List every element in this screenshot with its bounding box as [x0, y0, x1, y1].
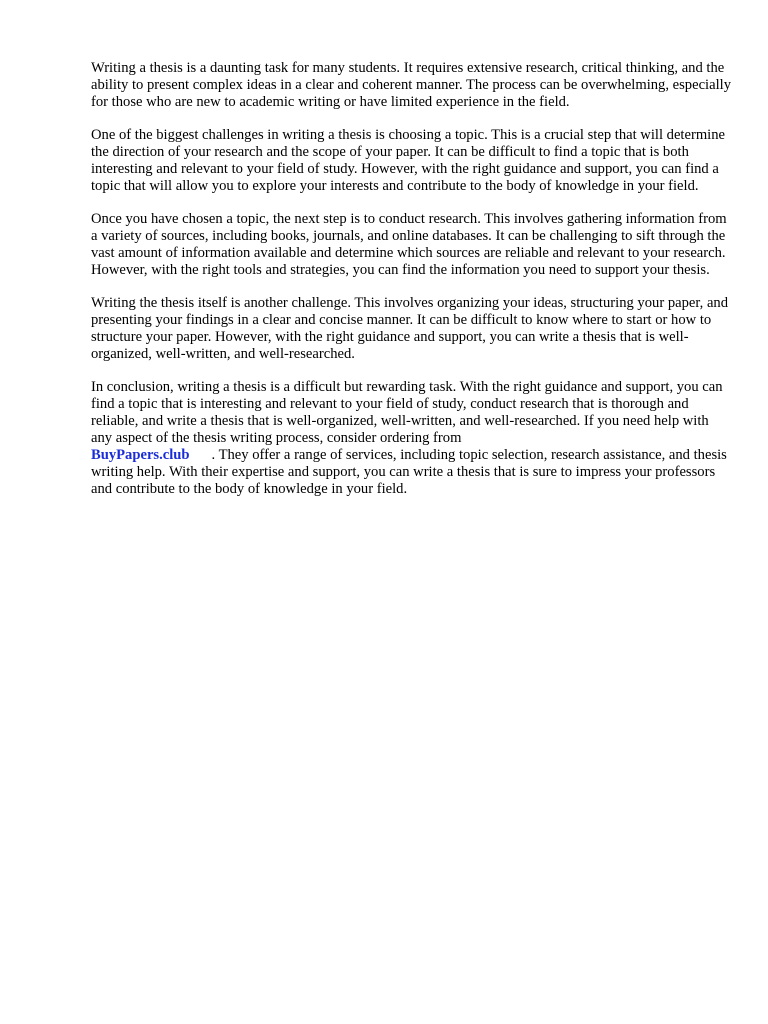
conclusion-text-after-link: . They offer a range of services, including topic selection, research assistance, and thesis writing help. With their expertise and support, you can write a thesis that is sure to impress your professors and contribute to the body of knowledge in your field.: [91, 447, 727, 497]
buypapers-link[interactable]: BuyPapers.club: [91, 447, 190, 463]
conclusion-text-before-link: In conclusion, writing a thesis is a difficult but rewarding task. With the right guidance and support, you can find a topic that is interesting and relevant to your field of study, conduct research that is thorough and reliable, and write a thesis that is well-organized, well-written, and well-researched. If you need help with any aspect of the thesis writing process, consider ordering from: [91, 379, 723, 446]
paragraph-1: Writing a thesis is a daunting task for many students. It requires extensive research, critical thinking, and the ability to present complex ideas in a clear and coherent manner. The process can be overwhelming, especially for those who are new to academic writing or have limited experience in the field.: [91, 60, 731, 110]
paragraph-3: Once you have chosen a topic, the next step is to conduct research. This involves gathering information from a variety of sources, including books, journals, and online databases. It can be challenging to sift through the vast amount of information available and determine which sources are reliable and relevant to your research. However, with the right tools and strategies, you can find the information you need to support your thesis.: [91, 211, 727, 278]
paragraph-2: One of the biggest challenges in writing a thesis is choosing a topic. This is a crucial step that will determine the direction of your research and the scope of your paper. It can be difficult to find a topic that is both interesting and relevant to your field of study. However, with the right guidance and support, you can find a topic that will allow you to explore your interests and contribute to the body of knowledge in your field.: [91, 127, 726, 194]
paragraph-4: Writing the thesis itself is another challenge. This involves organizing your ideas, structuring your paper, and presenting your findings in a clear and concise manner. It can be difficult to know where to start or how to structure your paper. However, with the right guidance and support, you can write a thesis that is well-organized, well-written, and well-researched.: [91, 295, 729, 362]
document-body: [91, 60, 731, 514]
paragraph-conclusion: [91, 379, 731, 498]
